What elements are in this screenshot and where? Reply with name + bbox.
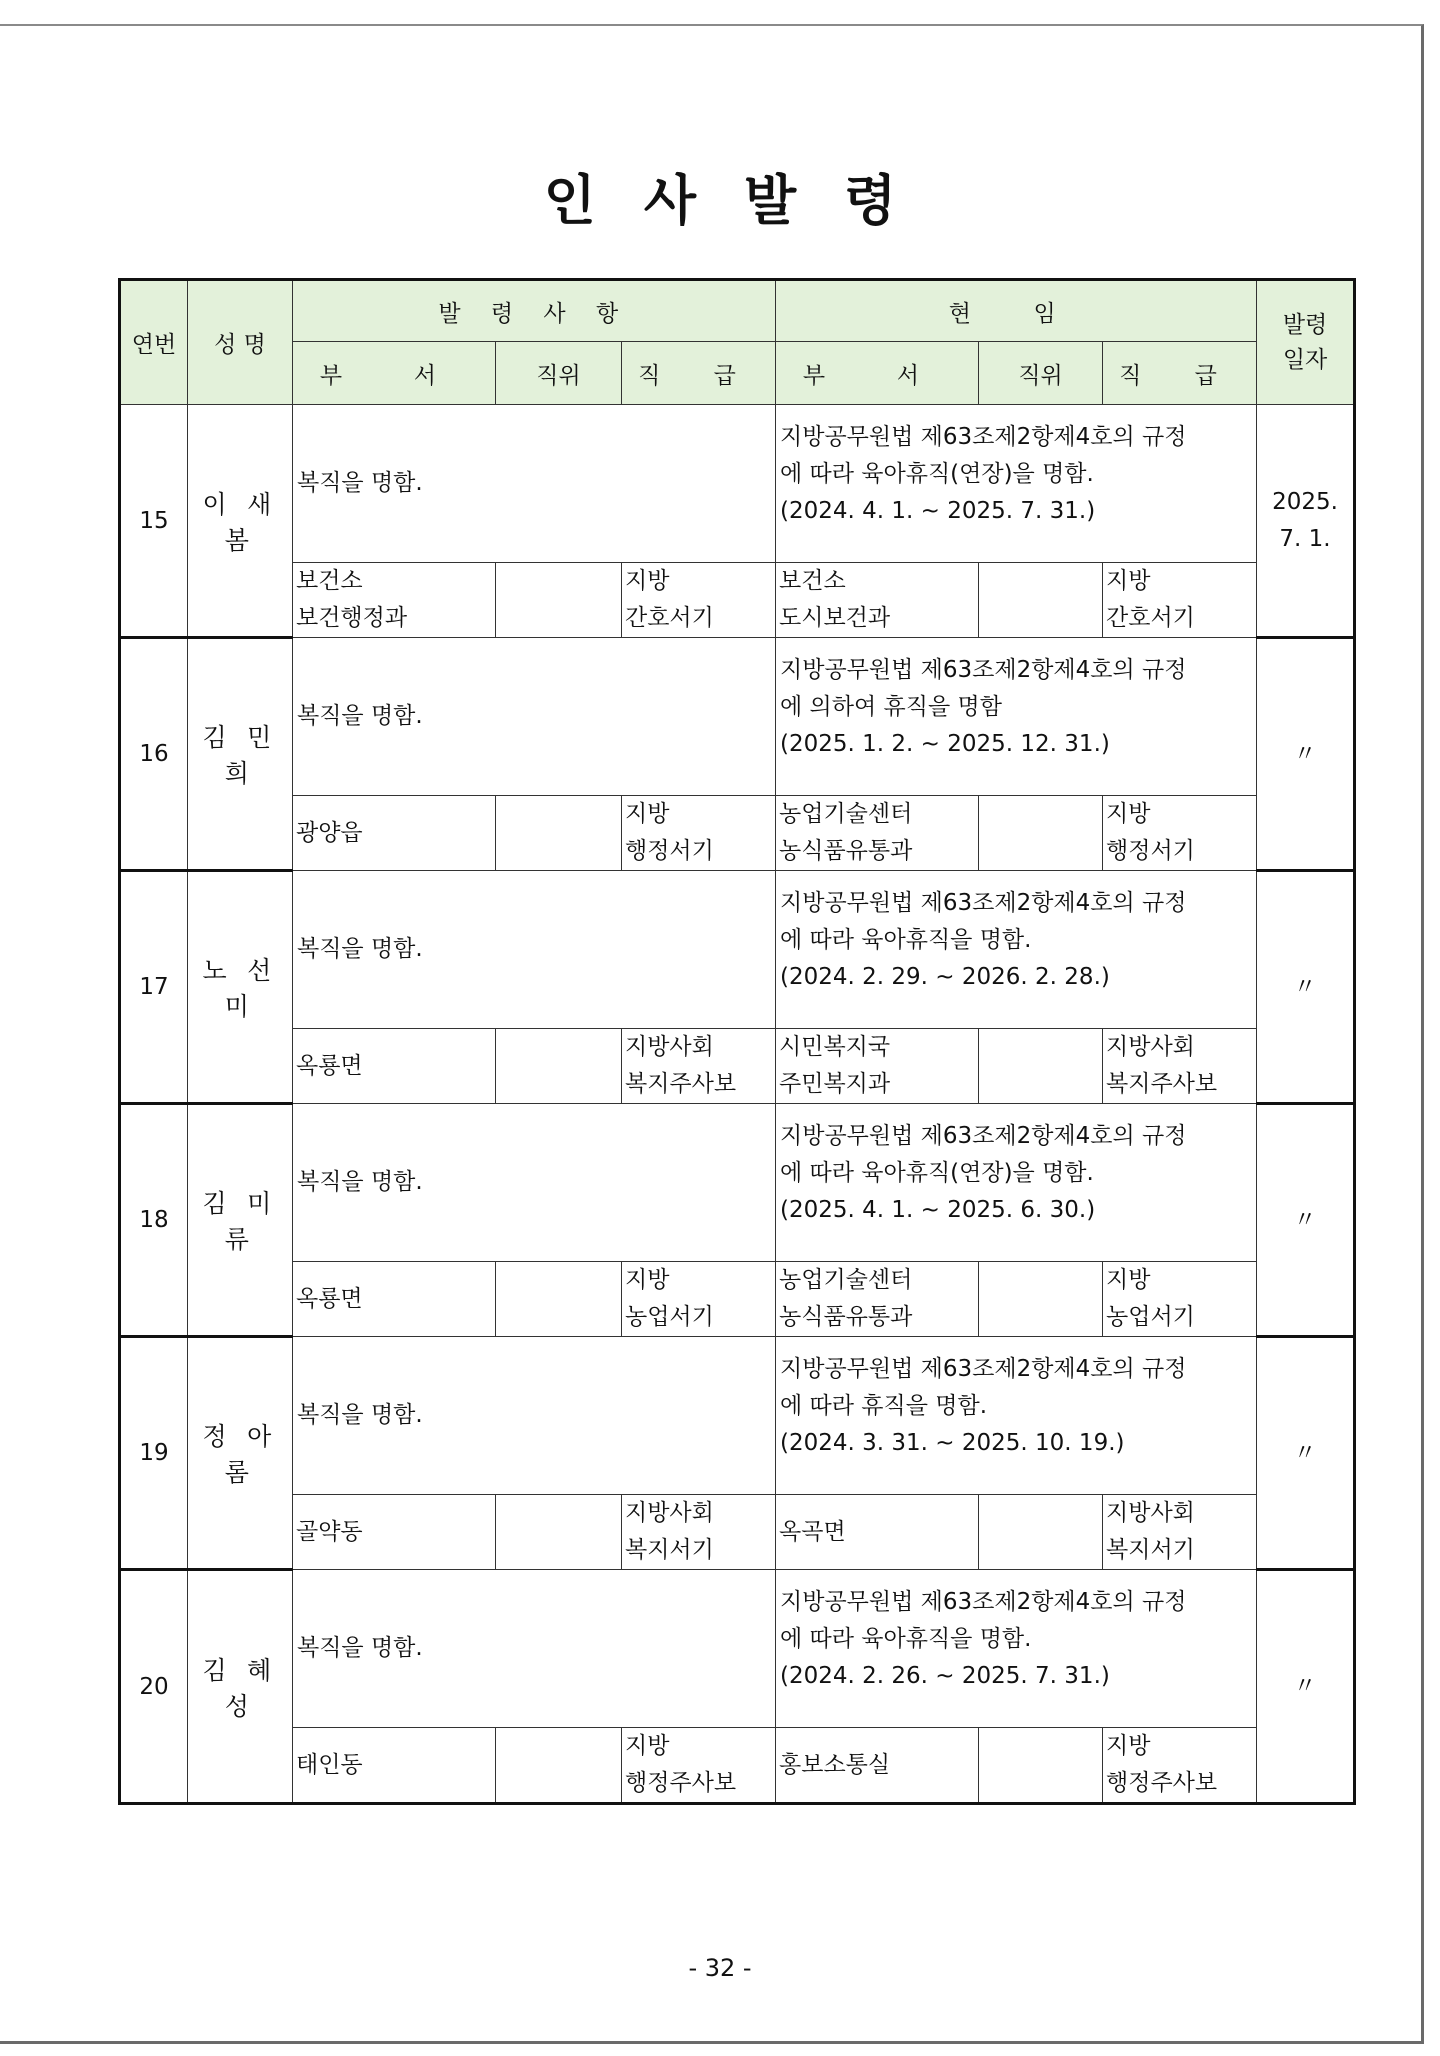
table-row-detail	[120, 1495, 1355, 1570]
order-dept	[293, 563, 496, 638]
row-number: 18	[120, 1104, 188, 1337]
person-name: 김 민 희	[188, 638, 293, 871]
current-grade-line: 행정서기	[1106, 838, 1195, 864]
order-date-line: 2025.	[1272, 488, 1338, 515]
order-position	[496, 563, 622, 638]
current-position	[979, 1728, 1103, 1804]
current-position	[979, 563, 1103, 638]
order-dept	[293, 796, 496, 871]
current-grade-line: 지방	[1106, 1733, 1151, 1760]
order-date-line: 〃	[1293, 1673, 1317, 1700]
order-text: 복직을 명함.	[293, 638, 776, 796]
current-text-line: 지방공무원법 제63조제2항제4호의 규정	[780, 890, 1187, 916]
order-grade	[622, 563, 776, 638]
current-dept	[776, 1728, 979, 1804]
current-text-line: 지방공무원법 제63조제2항제4호의 규정	[780, 1123, 1187, 1149]
order-dept	[293, 1262, 496, 1337]
order-grade-line: 간호서기	[625, 605, 714, 631]
order-position	[496, 1262, 622, 1337]
current-text-line: 에 따라 휴직을 명함.	[780, 1392, 988, 1419]
title-char: 발	[744, 168, 797, 232]
row-number: 20	[120, 1570, 188, 1804]
current-dept-line: 옥곡면	[779, 1518, 846, 1545]
row-number: 15	[120, 405, 188, 638]
row-number: 19	[120, 1337, 188, 1570]
order-dept	[293, 1728, 496, 1804]
order-position	[496, 1495, 622, 1570]
current-text-line: 지방공무원법 제63조제2항제4호의 규정	[780, 424, 1187, 450]
current-text-line: (2025. 4. 1. ~ 2025. 6. 30.)	[780, 1196, 1096, 1223]
current-grade-line: 지방	[1106, 568, 1151, 595]
current-grade	[1103, 796, 1257, 871]
current-text-line: 에 따라 육아휴직을 명함.	[780, 1625, 1032, 1652]
header-order-grade: 직 급	[622, 342, 776, 405]
current-text	[776, 638, 1257, 796]
order-position	[496, 1029, 622, 1104]
current-dept-line: 농식품유통과	[779, 1304, 913, 1330]
header-current: 현 임	[776, 280, 1257, 342]
header-order-position: 직위	[496, 342, 622, 405]
current-dept	[776, 1495, 979, 1570]
current-text-line: 지방공무원법 제63조제2항제4호의 규정	[780, 1356, 1187, 1382]
order-grade-line: 지방사회	[625, 1034, 714, 1061]
current-position	[979, 1029, 1103, 1104]
title-char: 사	[643, 168, 696, 232]
order-grade	[622, 1029, 776, 1104]
table-row-detail	[120, 1029, 1355, 1104]
page-title	[0, 158, 1440, 235]
current-text-line: 에 따라 육아휴직(연장)을 명함.	[780, 460, 1094, 487]
header-order-dept: 부 서	[293, 342, 496, 405]
current-dept-line: 홍보소통실	[779, 1751, 891, 1778]
current-grade	[1103, 1029, 1257, 1104]
order-dept-line: 보건행정과	[296, 605, 408, 631]
current-dept-line: 보건소	[779, 568, 846, 595]
current-dept-line: 시민복지국	[779, 1034, 891, 1061]
row-number: 16	[120, 638, 188, 871]
header-name: 성 명	[188, 280, 293, 405]
current-position	[979, 1495, 1103, 1570]
current-grade-line: 지방사회	[1106, 1500, 1195, 1527]
order-date	[1257, 1337, 1355, 1570]
table-row-detail	[120, 1728, 1355, 1804]
order-dept-line: 옥룡면	[296, 1285, 363, 1312]
header-date	[1257, 280, 1355, 405]
table-row	[120, 1570, 1355, 1728]
table-row-detail	[120, 796, 1355, 871]
order-date-line: 〃	[1293, 973, 1317, 1000]
current-grade-line: 간호서기	[1106, 605, 1195, 631]
order-dept-line: 골약동	[296, 1518, 363, 1545]
personnel-table	[118, 278, 1356, 1805]
current-grade-line: 복지주사보	[1106, 1071, 1218, 1097]
page-number: - 32 -	[688, 1954, 752, 1982]
person-name: 김 혜 성	[188, 1570, 293, 1804]
current-dept	[776, 1029, 979, 1104]
current-position	[979, 1262, 1103, 1337]
order-grade	[622, 796, 776, 871]
order-date	[1257, 1570, 1355, 1804]
current-text-line: (2024. 2. 26. ~ 2025. 7. 31.)	[780, 1662, 1110, 1689]
current-text-line: (2024. 2. 29. ~ 2026. 2. 28.)	[780, 963, 1110, 990]
header-no: 연번	[120, 280, 188, 405]
current-grade	[1103, 1728, 1257, 1804]
order-date-line: 〃	[1293, 740, 1317, 767]
header-date-line: 일자	[1282, 346, 1328, 373]
current-grade	[1103, 1495, 1257, 1570]
current-dept-line: 도시보건과	[779, 605, 891, 631]
current-text-line: 에 의하여 휴직을 명함	[780, 693, 1002, 720]
current-grade-line: 지방사회	[1106, 1034, 1195, 1061]
order-grade-line: 복지서기	[625, 1537, 714, 1563]
current-grade-line: 복지서기	[1106, 1537, 1195, 1563]
person-name: 김 미 류	[188, 1104, 293, 1337]
table-row	[120, 871, 1355, 1029]
order-dept-line: 태인동	[296, 1751, 363, 1778]
current-dept-line: 농업기술센터	[779, 1267, 913, 1294]
table-row	[120, 1337, 1355, 1495]
header-current-position: 직위	[979, 342, 1103, 405]
table-row-detail	[120, 563, 1355, 638]
current-text-line: (2024. 4. 1. ~ 2025. 7. 31.)	[780, 497, 1096, 524]
order-grade-line: 복지주사보	[625, 1071, 737, 1097]
order-text: 복직을 명함.	[293, 1570, 776, 1728]
header-order: 발 령 사 항	[293, 280, 776, 342]
order-grade-line: 행정주사보	[625, 1770, 737, 1796]
order-text: 복직을 명함.	[293, 405, 776, 563]
current-dept-line: 농식품유통과	[779, 838, 913, 864]
person-name: 정 아 롬	[188, 1337, 293, 1570]
order-date	[1257, 405, 1355, 638]
current-text	[776, 1104, 1257, 1262]
title-char: 령	[844, 168, 897, 232]
person-name: 이 새 봄	[188, 405, 293, 638]
current-text-line: (2024. 3. 31. ~ 2025. 10. 19.)	[780, 1429, 1125, 1456]
current-text	[776, 1570, 1257, 1728]
current-text	[776, 405, 1257, 563]
table-row	[120, 638, 1355, 796]
order-grade-line: 농업서기	[625, 1304, 714, 1330]
order-date-line: 〃	[1293, 1206, 1317, 1233]
order-grade	[622, 1495, 776, 1570]
current-dept	[776, 563, 979, 638]
order-text: 복직을 명함.	[293, 1337, 776, 1495]
order-grade-line: 지방	[625, 1267, 670, 1294]
order-date	[1257, 1104, 1355, 1337]
current-dept-line: 주민복지과	[779, 1071, 891, 1097]
order-date-line: 〃	[1293, 1439, 1317, 1466]
order-dept-line: 광양읍	[296, 819, 363, 846]
order-dept-line: 보건소	[296, 568, 363, 595]
order-text: 복직을 명함.	[293, 1104, 776, 1262]
header-date-line: 발령	[1282, 312, 1328, 338]
current-grade-line: 지방	[1106, 801, 1151, 828]
order-dept	[293, 1495, 496, 1570]
order-position	[496, 796, 622, 871]
current-text	[776, 871, 1257, 1029]
current-dept	[776, 1262, 979, 1337]
current-dept-line: 농업기술센터	[779, 801, 913, 828]
table-row	[120, 405, 1355, 563]
order-dept-line: 옥룡면	[296, 1052, 363, 1079]
order-text: 복직을 명함.	[293, 871, 776, 1029]
current-text	[776, 1337, 1257, 1495]
current-text-line: 에 따라 육아휴직을 명함.	[780, 926, 1032, 953]
current-text-line: 지방공무원법 제63조제2항제4호의 규정	[780, 1589, 1187, 1615]
title-char: 인	[543, 168, 596, 232]
order-grade-line: 지방	[625, 568, 670, 595]
current-grade	[1103, 563, 1257, 638]
order-dept	[293, 1029, 496, 1104]
table-row	[120, 1104, 1355, 1262]
order-position	[496, 1728, 622, 1804]
current-text-line: (2025. 1. 2. ~ 2025. 12. 31.)	[780, 730, 1110, 757]
current-grade	[1103, 1262, 1257, 1337]
current-grade-line: 지방	[1106, 1267, 1151, 1294]
order-grade	[622, 1262, 776, 1337]
current-position	[979, 796, 1103, 871]
header-current-grade: 직 급	[1103, 342, 1257, 405]
order-date	[1257, 638, 1355, 871]
current-grade-line: 농업서기	[1106, 1304, 1195, 1330]
order-grade-line: 지방사회	[625, 1500, 714, 1527]
order-date	[1257, 871, 1355, 1104]
order-grade-line: 행정서기	[625, 838, 714, 864]
order-date-line: 7. 1.	[1279, 525, 1331, 552]
current-text-line: 지방공무원법 제63조제2항제4호의 규정	[780, 657, 1187, 683]
person-name: 노 선 미	[188, 871, 293, 1104]
order-grade-line: 지방	[625, 1733, 670, 1760]
current-grade-line: 행정주사보	[1106, 1770, 1218, 1796]
table-row-detail	[120, 1262, 1355, 1337]
current-dept	[776, 796, 979, 871]
order-grade-line: 지방	[625, 801, 670, 828]
header-current-dept: 부 서	[776, 342, 979, 405]
order-grade	[622, 1728, 776, 1804]
row-number: 17	[120, 871, 188, 1104]
current-text-line: 에 따라 육아휴직(연장)을 명함.	[780, 1159, 1094, 1186]
